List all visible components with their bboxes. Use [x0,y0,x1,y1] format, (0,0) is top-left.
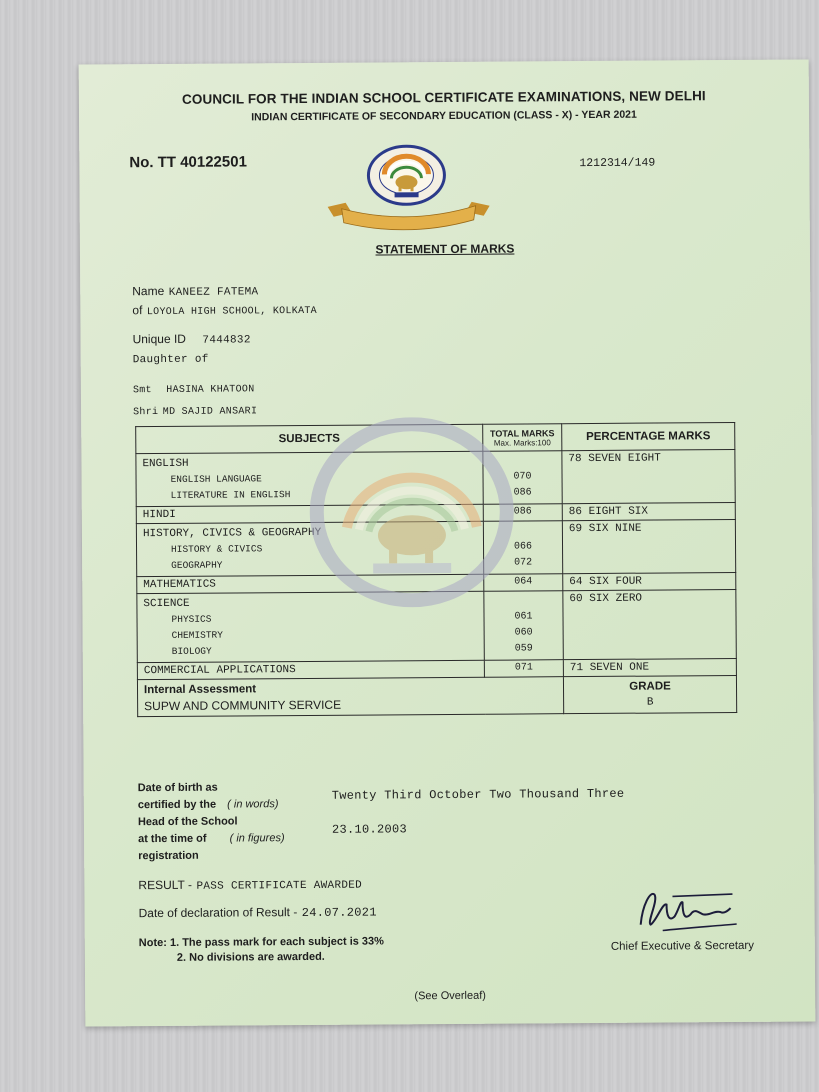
certificate-number: No. TT 40122501 [129,153,247,172]
dob-label-line1: Date of birth as [137,781,218,795]
dob-in-words: Twenty Third October Two Thousand Three [331,786,625,803]
marks-commercial-applications: 071 [484,660,563,678]
marks-english-language: 070 [513,471,532,483]
pct-hindi: 86 EIGHT SIX [562,502,735,520]
relation-label: Daughter of [132,353,209,367]
subject-hcg: HISTORY, CIVICS & GEOGRAPHY [142,526,322,541]
father-row [133,400,257,419]
grade-value: B [646,696,654,709]
see-overleaf: (See Overleaf) [414,989,486,1003]
subject-hindi: HINDI [136,504,483,523]
marks-biology: 059 [514,643,533,655]
internal-assessment-label: Internal Assessment [143,683,257,697]
marks-hindi: 086 [483,504,562,522]
school-row [132,300,317,319]
marks-history-civics: 066 [513,541,533,553]
subject-english: ENGLISH [142,457,189,471]
subject-english-literature: LITERATURE IN ENGLISH [170,489,291,501]
dob-words-label: ( in words) [227,798,279,811]
subject-chemistry: CHEMISTRY [171,629,223,641]
mother-row [133,378,255,397]
note-1: Note: 1. The pass mark for each subject is 33% [138,935,384,950]
marks-english-literature: 086 [513,487,532,499]
school-name: LOYOLA HIGH SCHOOL, KOLKATA [146,305,318,319]
subject-history-civics: HISTORY & CIVICS [170,543,263,555]
motto-ribbon-icon [324,198,494,231]
exam-heading: INDIAN CERTIFICATE OF SECONDARY EDUCATION (CLASS - X) - YEAR 2021 [251,108,637,124]
dob-label-line5: registration [138,849,199,863]
pct-hcg: 69 SIX NINE [562,519,735,573]
marks-mathematics: 064 [484,574,563,592]
uid-row [133,329,251,348]
dob-labels [138,779,285,865]
dob-in-figures: 23.10.2003 [331,822,408,837]
result-value: PASS CERTIFICATE AWARDED [196,879,363,893]
grade-label: GRADE [629,680,671,693]
subject-commercial-applications: COMMERCIAL APPLICATIONS [137,660,484,679]
reference-number: 1212314/149 [579,156,656,171]
of-label: of [132,303,143,318]
uid-value: 7444832 [202,334,251,347]
max-marks-label: Max. Marks:100 [493,437,551,448]
name-label: Name [132,283,165,299]
subject-physics: PHYSICS [171,613,212,625]
candidate-name: KANEEZ FATEMA [168,286,259,299]
marks-physics: 061 [514,611,533,623]
pct-mathematics: 64 SIX FOUR [563,572,736,590]
name-row [132,281,258,300]
signatory-title: Chief Executive & Secretary [610,939,755,953]
note-2: 2. No divisions are awarded. [176,950,325,964]
dob-label-line3: Head of the School [137,815,238,829]
declaration-row [139,902,377,922]
dob-label-line2: certified by the [137,798,217,812]
pct-commercial-applications: 71 SEVEN ONE [563,658,736,676]
total-marks-label: TOTAL MARKS [489,427,555,439]
declaration-label: Date of declaration of Result - [138,905,298,921]
subjects-header: SUBJECTS [136,424,483,453]
handwritten-signature [632,884,742,937]
marks-geography: 072 [514,557,533,569]
pct-english: 78 SEVEN EIGHT [562,449,735,503]
marks-chemistry: 060 [514,627,533,639]
subject-mathematics: MATHEMATICS [137,574,484,593]
mother-name: HASINA KHATOON [166,384,255,396]
father-name: MD SAJID ANSARI [162,406,258,418]
council-heading: COUNCIL FOR THE INDIAN SCHOOL CERTIFICATE EXAMINATIONS, NEW DELHI [181,88,706,107]
percentage-header: PERCENTAGE MARKS [562,422,735,450]
father-prefix: Shri [133,407,159,419]
table-row [137,675,736,716]
marks-statement-document [79,59,816,1026]
pct-science: 60 SIX ZERO [563,589,736,659]
subject-science: SCIENCE [143,597,190,611]
subject-english-language: ENGLISH LANGUAGE [170,473,262,485]
mother-prefix: Smt [132,385,152,397]
declaration-date: 24.07.2021 [301,905,377,921]
council-seal-watermark-icon [306,417,517,608]
notes-block [139,934,384,966]
dob-label-line4: at the time of [138,832,207,846]
result-row [138,875,362,895]
dob-figures-label: ( in figures) [229,832,285,845]
statement-title: STATEMENT OF MARKS [375,241,515,257]
uid-label: Unique ID [132,331,186,347]
result-label: RESULT - [138,877,193,893]
supw-label: SUPW AND COMMUNITY SERVICE [144,697,342,714]
subject-biology: BIOLOGY [171,645,212,657]
subject-geography: GEOGRAPHY [171,559,223,571]
